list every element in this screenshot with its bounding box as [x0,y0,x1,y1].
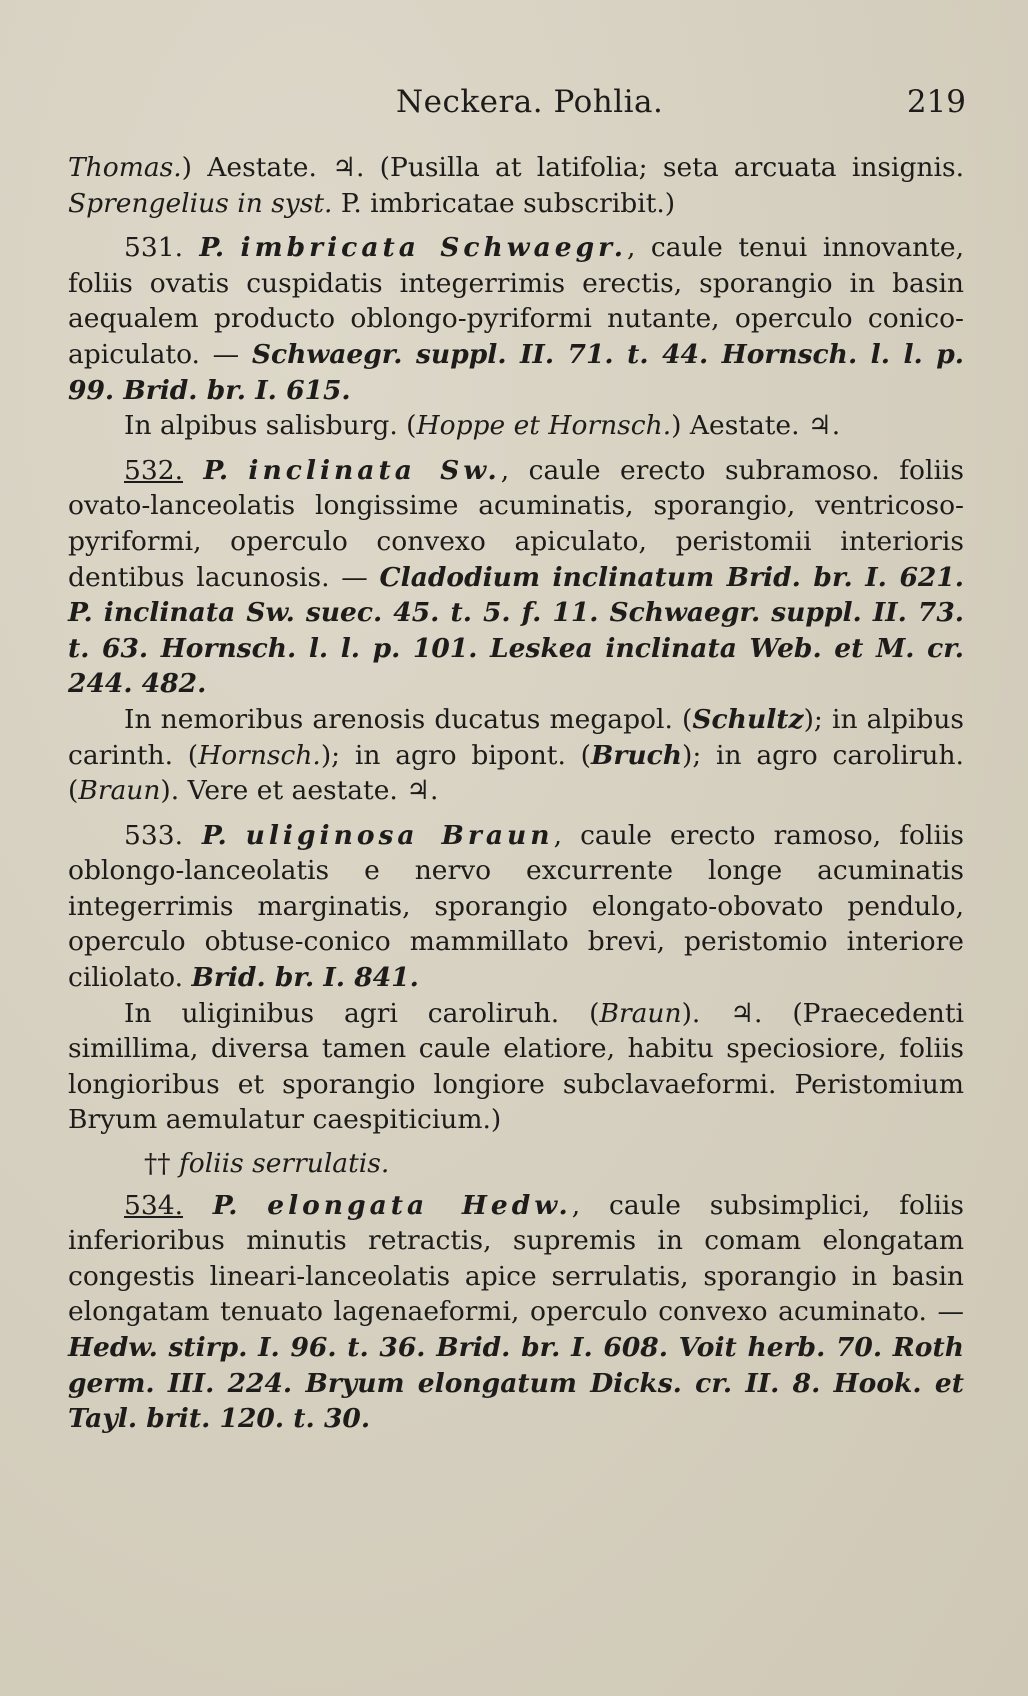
genus-abbrev: P. [183,454,249,486]
running-title: Neckera. Pohlia. [396,84,664,120]
paragraph-continuation [68,150,964,221]
entry-534 [68,1188,964,1437]
species-name: imbricata Schwaegr. [240,232,627,264]
entry-number: 533. [124,819,184,851]
species-name: inclinata Sw. [248,454,501,486]
entry-number: 531. [124,232,184,264]
references: Cladodium inclinatum Brid. br. I. 621. P. inclinata Sw. suec. 45. t. 5. f. 11. Schwaegr. suppl. II. 73. t. 63. Hornsch. l. l. p. 101. Leskea inclinata Web. et M. cr. 244. 482. [68,561,964,700]
text-italic: Schultz [692,703,804,735]
entry-532 [68,453,964,702]
text-italic: Sprengelius in syst. [68,187,333,219]
text-run: In uliginibus agri caroliruh. ( [124,997,600,1029]
references: Hedw. stirp. I. 96. t. 36. Brid. br. I. 608. Voit herb. 70. Roth germ. III. 224. Bryum elongatum Dicks. cr. II. 8. Hook. et Tayl. brit. 120. t. 30. [68,1332,964,1435]
text-run: P. imbricatae subscribit.) [332,187,676,219]
habitat-533 [68,996,964,1138]
diagnosis: , caule erecto subramoso. foliis ovato-lanceolatis longissime acuminatis, sporangio, ventricoso-pyriformi, operculo convexo apiculato, peristomii interioris dentibus lacunosis. — [68,454,964,593]
text-run: ); in agro caroliruh. ( [68,739,964,807]
text-italic: Hornsch. [198,739,321,771]
subsection-heading [68,1146,964,1182]
references: Schwaegr. suppl. II. 71. t. 44. Hornsch. l. l. p. 99. Brid. br. I. 615. [68,338,964,406]
genus-abbrev: P. [183,819,246,851]
entry-number: 532. [124,454,184,486]
text-italic: Hoppe et Hornsch. [416,410,672,442]
subsection-label: foliis serrulatis. [178,1148,390,1180]
text-run: In alpibus salisburg. ( [124,410,417,442]
text-run: In nemoribus arenosis ducatus megapol. ( [124,703,693,735]
habitat-531 [68,408,964,444]
genus-abbrev: P. [183,1189,268,1221]
text-run: ). ♃. (Praecedenti simillima, diversa tamen caule elatiore, habitu speciosiore, foliis longioribus et sporangio longiore subclavaeformi. Peristomium Bryum aemulatur caespiticium.) [68,997,964,1136]
text-italic: Thomas. [68,152,182,183]
text-italic: Braun [599,997,682,1029]
diagnosis: , caule tenui innovante, foliis ovatis cuspidatis integerrimis erectis, sporangio in basin aequalem producto oblongo-pyriformi nutante, operculo conico-apiculato. — [68,232,965,370]
species-name: uliginosa Braun [245,819,554,851]
page-header [0,78,1028,128]
entry-533 [68,818,964,996]
entry-number: 534. [124,1189,184,1221]
text-run: ) Aestate. ♃. [671,410,841,442]
subsection-mark: †† [144,1148,179,1180]
text-italic: Bruch [590,739,683,771]
page-number: 219 [906,84,966,120]
text-run: ). Vere et aestate. ♃. [160,775,439,807]
text-run: ); in alpibus carinth. ( [68,703,965,771]
entry-531 [68,230,964,408]
genus-abbrev: P. [183,232,241,264]
species-name: elongata Hedw. [267,1189,572,1221]
diagnosis: , caule erecto ramoso, foliis oblongo-lanceolatis e nervo excurrente longe acuminatis integerrimis marginatis, sporangio elongato-obovato pendulo, operculo obtuse-conico mammillato brevi, peristomio interiore ciliolato. [68,819,964,994]
page-body [68,150,964,1437]
text-run: ); in agro bipont. ( [320,739,591,771]
references: Brid. br. I. 841. [191,962,419,994]
habitat-532 [68,702,964,809]
diagnosis: , caule subsimplici, foliis inferioribus minutis retractis, supremis in comam elongatam congestis lineari-lanceolatis apice serrulatis, sporangio in basin elongatam tenuato lagenaeformi, operculo convexo acuminato. — [68,1189,964,1328]
text-italic: Braun [78,775,161,807]
text-run: ) Aestate. ♃. (Pusilla at latifolia; seta arcuata insignis. [181,152,964,183]
